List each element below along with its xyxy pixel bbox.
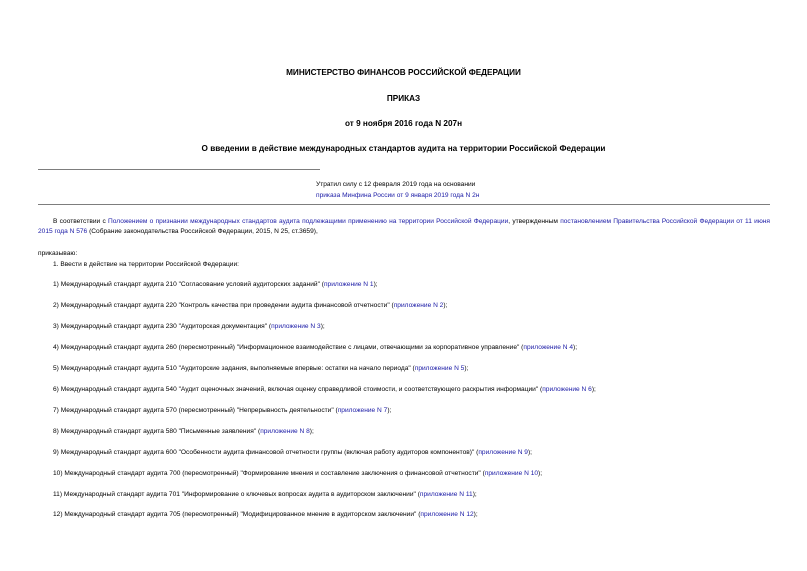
list-item [53, 364, 468, 373]
list-item-text: 1) Международный стандарт аудита 210 "Согласование условий аудиторских заданий" ( [53, 281, 324, 288]
list-item [53, 385, 596, 394]
regulation-link[interactable]: Положением о признании международных стандартов аудита подлежащими применению на территории Российской Федерации [108, 218, 509, 225]
list-item-tail: ); [443, 301, 448, 309]
preamble-text-3: (Собрание законодательства Российской Федерации, 2015, N 25, ст.3659), [87, 227, 318, 235]
appendix-link[interactable]: приложение N 2 [393, 301, 444, 309]
list-item-text: 11) Международный стандарт аудита 701 "Информирование о ключевых вопросах аудита в аудиторском заключении" ( [53, 490, 420, 498]
appendix-link[interactable]: приложение N 7 [337, 406, 388, 414]
appendix-link[interactable]: приложение N 11 [419, 490, 473, 498]
appendix-link[interactable]: приложение N 12 [420, 511, 474, 519]
list-item [53, 448, 532, 457]
list-item-tail: ); [473, 511, 478, 519]
list-item-text: 6) Международный стандарт аудита 540 "Аудит оценочных значений, включая оценку справедливой стоимости, и соответствующего раскрытия информации" ( [53, 385, 543, 393]
status-note: Утратил силу с 12 февраля 2019 года на основании [316, 181, 476, 188]
list-item-text: 5) Международный стандарт аудита 510 "Аудиторские задания, выполняемые впервые: остатки на начало периода" ( [53, 364, 415, 372]
appendix-link[interactable]: приложение N 9 [478, 448, 528, 456]
list-item-text: 7) Международный стандарт аудита 570 (пересмотренный) "Непрерывность деятельности" ( [53, 406, 338, 414]
list-item [53, 490, 477, 499]
list-item-text: 2) Международный стандарт аудита 220 "Контроль качества при проведении аудита финансовой отчетности" ( [53, 301, 394, 309]
list-item-text: 12) Международный стандарт аудита 705 (пересмотренный) "Модифицированное мнение в аудиторском заключении" ( [53, 511, 421, 519]
list-item-tail: ); [464, 364, 469, 372]
list-item [53, 469, 542, 478]
list-item-tail: ); [309, 427, 314, 435]
document-title: О введении в действие международных стандартов аудита на территории Российской Федерации [201, 144, 606, 153]
appendix-link[interactable]: приложение N 5 [414, 364, 465, 372]
preamble-text-2: , утвержденным [508, 218, 561, 225]
list-item-tail: ); [591, 385, 596, 393]
list-item-tail: ); [387, 406, 392, 414]
preamble-text-1: В соответствии с [53, 218, 109, 225]
divider-bottom [38, 204, 770, 205]
appendix-link[interactable]: приложение N 6 [542, 385, 592, 393]
list-item [53, 322, 325, 331]
list-item-tail: ); [320, 322, 325, 330]
list-item [53, 301, 447, 310]
appendix-link[interactable]: приложение N 8 [260, 427, 310, 435]
list-item-tail: ); [538, 469, 543, 477]
appendix-link[interactable]: приложение N 4 [523, 343, 573, 351]
order-word: приказываю: [38, 250, 78, 257]
list-item-tail: ); [373, 281, 378, 288]
list-item-text: 8) Международный стандарт аудита 580 "Письменные заявления" ( [53, 427, 261, 435]
appendix-link[interactable]: приложение N 3 [271, 322, 321, 330]
government-decree-link[interactable]: постановлением Правительства Российской Федерации от 11 июня 2015 года N 576 [38, 218, 770, 235]
list-item [53, 510, 478, 519]
document-date-number: от 9 ноября 2016 года N 207н [344, 119, 463, 128]
list-item [53, 343, 577, 352]
repeal-order-link[interactable]: приказа Минфина России от 9 января 2019 года N 2н [316, 192, 480, 199]
appendix-link[interactable]: приложение N 1 [323, 281, 374, 288]
list-item [53, 406, 391, 415]
appendix-link[interactable]: приложение N 10 [484, 469, 539, 477]
list-item [53, 427, 314, 436]
list-item-tail: ); [527, 448, 532, 456]
list-item-tail: ); [573, 343, 578, 351]
list-item-text: 3) Международный стандарт аудита 230 "Аудиторская документация" ( [53, 322, 272, 330]
list-item-text: 4) Международный стандарт аудита 260 (пересмотренный) "Информационное взаимодействие с лицами, отвечающими за корпоративное управление" ( [53, 343, 524, 351]
list-item-text: 10) Международный стандарт аудита 700 (пересмотренный) "Формирование мнения и составление заключения о финансовой отчетности" ( [53, 469, 485, 477]
list-item-tail: ); [472, 490, 477, 498]
clause-1: 1. Ввести в действие на территории Российской Федерации: [53, 261, 239, 268]
ministry-heading: МИНИСТЕРСТВО ФИНАНСОВ РОССИЙСКОЙ ФЕДЕРАЦИИ [286, 68, 521, 77]
preamble-paragraph [38, 217, 770, 237]
list-item [53, 280, 378, 289]
document-type: ПРИКАЗ [386, 94, 421, 103]
list-item-text: 9) Международный стандарт аудита 600 "Особенности аудита финансовой отчетности группы (включая работу аудиторов компонентов)" ( [53, 448, 479, 456]
divider-top [38, 169, 320, 170]
